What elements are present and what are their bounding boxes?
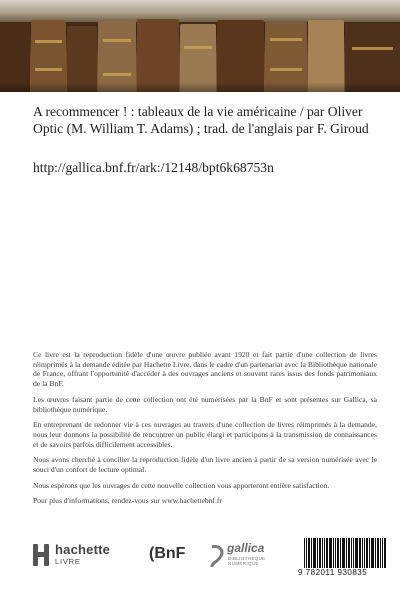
publisher-logos [33,538,378,578]
hachette-sub: LIVRE [55,557,81,566]
book-title: A recommencer ! : tableaux de la vie américaine / par Oliver Optic (M. William T. Adams) ; trad. de l'anglais par F. Giroud [33,104,369,136]
bnf-logo: (BnF [149,545,186,562]
barcode-bars [304,538,390,568]
bnf-name: BnF [154,545,186,562]
blurb-paragraph: Nous avons cherché à concilier la reproduction fidèle d'un livre ancien à partir de sa version numérisée avec le souci d'un confort de lecture optimal. [33,455,377,475]
back-cover-text [33,350,377,512]
bookshelf-image [0,0,400,92]
shelf-edge [0,0,400,22]
gallica-logo [209,541,269,571]
gallica-name: gallica [227,541,265,555]
blurb-paragraph: Pour plus d'informations, rendez-vous sur www.hachettebnf.fr [33,496,222,506]
blurb-paragraph: En entreprenant de redonner vie à ces ouvrages au travers d'une collection de livres réimprimés à la demande, nous leur donnons la possibilité de rencontrer un public élargi et participons à la transmission de connaissances et de savoirs parfois difficilement accessibles. [33,420,377,449]
blurb-paragraph: Les œuvres faisant partie de cette collection ont été numérisées par la BnF et sont présentes sur Gallica, sa bibliothèque numérique. [33,394,377,414]
hachette-name: hachette [55,542,111,557]
isbn-number: 9 782011 930835 [298,568,368,577]
gallica-mark-icon [209,545,225,567]
shelf-shadow [0,82,400,92]
isbn-barcode [298,538,392,578]
blurb-paragraph: Nous espérons que les ouvrages de cette nouvelle collection vous apporteront entière satisfaction. [33,480,330,490]
hachette-mark-icon [33,544,51,566]
gallica-sub: BIBLIOTHÈQUE NUMÉRIQUE [228,556,266,566]
hachette-livre-logo [33,542,133,568]
blurb-paragraph: Ce livre est la reproduction fidèle d'une œuvre publiée avant 1920 et fait partie d'une collection de livres réimprimés à la demande éditée par Hachette Livre, dans le cadre d'un partenariat avec la Bibliothèque nationale de France, offrant l'opportunité d'accéder à des ouvrages anciens et souvent rares issus des fonds patrimoniaux de la BnF. [33,350,377,389]
gallica-url[interactable]: http://gallica.bnf.fr/ark:/12148/bpt6k68753n [33,160,274,175]
